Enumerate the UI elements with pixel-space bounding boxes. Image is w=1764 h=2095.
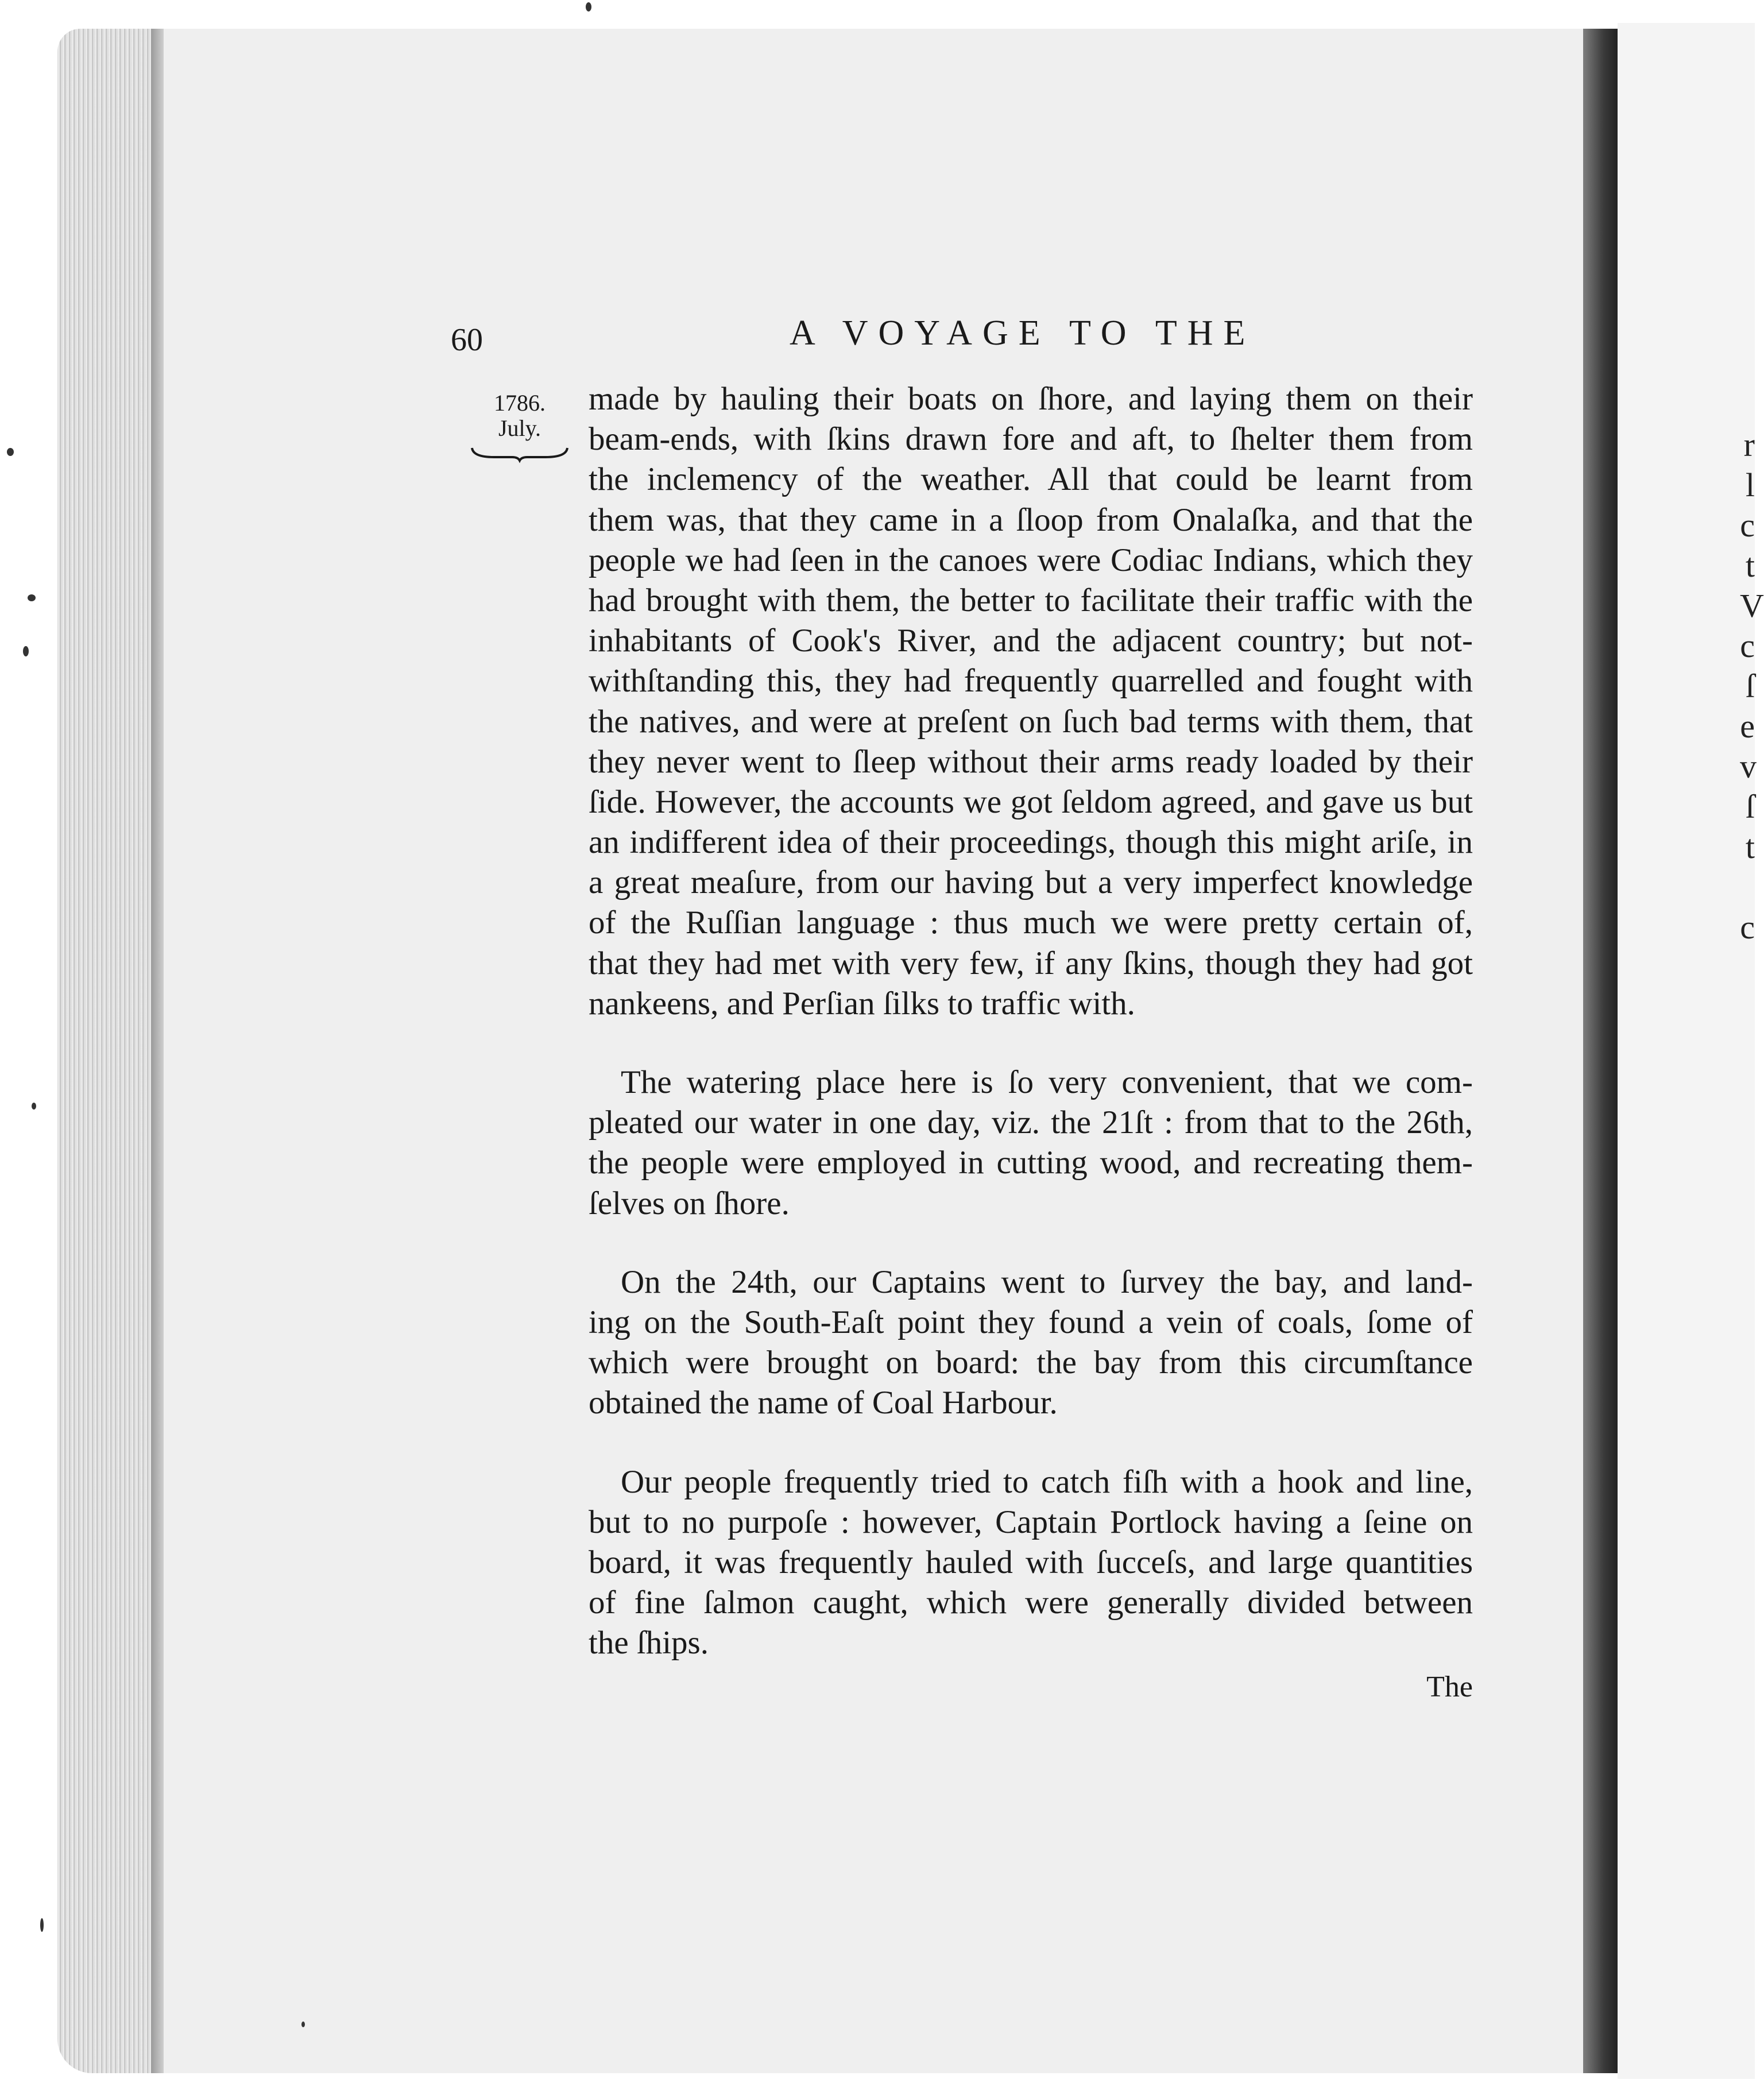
text-line: the inclemency of the weather. All that could be learnt from (589, 461, 1473, 498)
body-text (589, 379, 1473, 1702)
margin-note-year: 1786. (494, 390, 546, 416)
facing-page-letter: c (1740, 627, 1755, 664)
text-line: had brought with them, the better to facilitate their traffic with the (589, 582, 1473, 619)
paragraph (589, 1062, 1473, 1224)
text-line: of fine ſalmon caught, which were generally divided between (589, 1584, 1473, 1621)
text-line: inhabitants of Cook's River, and the adjacent country; but not- (589, 623, 1473, 659)
margin-note-date (468, 391, 571, 467)
facing-page-letter: r (1743, 426, 1755, 463)
paragraph (589, 379, 1473, 1024)
paragraph (589, 1262, 1473, 1424)
facing-page-letter: t (1745, 547, 1755, 584)
text-line: them was, that they came in a ſloop from Onalaſka, and that the (589, 501, 1473, 538)
text-line: a great meaſure, from our having but a very imperfect knowledge (589, 864, 1473, 901)
text-line: On the 24th, our Captains went to ſurvey the bay, and land- (621, 1263, 1473, 1300)
text-line: an indifferent idea of their proceedings, though this might ariſe, in (589, 824, 1473, 861)
facing-page-letter: c (1740, 507, 1755, 544)
page-header (451, 313, 1473, 365)
text-line: pleated our water in one day, viz. the 21ſt : from that to the 26th, (589, 1104, 1473, 1141)
facing-page-letter: e (1740, 708, 1755, 745)
brace-icon (471, 444, 568, 462)
facing-page (1618, 23, 1764, 2079)
text-line: made by hauling their boats on ſhore, and laying them on their (589, 381, 1473, 417)
text-line: nankeens, and Perſian ſilks to traffic with. (589, 985, 1135, 1022)
text-line: people we had ſeen in the canoes were Codiac Indians, which they (589, 542, 1473, 578)
page-number: 60 (451, 322, 483, 358)
text-line: but to no purpoſe : however, Captain Portlock having a ſeine on (589, 1503, 1473, 1540)
text-line: the natives, and were at preſent on ſuch bad terms with them, that (589, 703, 1473, 740)
text-line: beam-ends, with ſkins drawn fore and aft, to ſhelter them from (589, 421, 1473, 458)
text-line: ing on the South-Eaſt point they found a vein of coals, ſome of (589, 1304, 1473, 1340)
text-line: withſtanding this, they had frequently quarrelled and fought with (589, 663, 1473, 699)
facing-page-letter: ſ (1745, 788, 1755, 825)
text-line: obtained the name of Coal Harbour. (589, 1385, 1058, 1421)
text-line: board, it was frequently hauled with ſucceſs, and large quantities (589, 1544, 1473, 1580)
facing-page-letter: l (1745, 466, 1755, 504)
facing-page-letter: V (1740, 587, 1764, 624)
text-line: which were brought on board: the bay from this circumſtance (589, 1344, 1473, 1381)
paragraph (589, 1462, 1473, 1664)
text-line: that they had met with very few, if any ſkins, though they had got (589, 945, 1473, 981)
gutter-shadow (1583, 29, 1618, 2073)
text-line: the ſhips. (589, 1625, 709, 1661)
facing-page-letter: v (1740, 748, 1757, 785)
facing-page-letters (1740, 425, 1764, 948)
facing-page-letter: ſ (1745, 667, 1755, 705)
facing-page-letter: t (1745, 828, 1755, 865)
facing-page-letter: c (1740, 909, 1755, 946)
text-line: The watering place here is ſo very convenient, that we com- (621, 1064, 1473, 1100)
text-line: Our people frequently tried to catch fiſh with a hook and line, (621, 1463, 1473, 1500)
margin-note-month: July. (498, 415, 541, 441)
running-head: A VOYAGE TO THE (790, 314, 1256, 353)
book-page-edges (57, 29, 164, 2073)
facing-page-letter (1740, 867, 1755, 907)
catchword: The (1426, 1671, 1473, 1703)
text-line: they never went to ſleep without their arms ready loaded by their (589, 743, 1473, 780)
text-line: the people were employed in cutting wood, and recreating them- (589, 1145, 1473, 1181)
text-line: ſelves on ſhore. (589, 1185, 790, 1222)
text-line: ſide. However, the accounts we got ſeldom agreed, and gave us but (589, 783, 1473, 820)
text-line: of the Ruſſian language : thus much we were pretty certain of, (589, 905, 1473, 941)
